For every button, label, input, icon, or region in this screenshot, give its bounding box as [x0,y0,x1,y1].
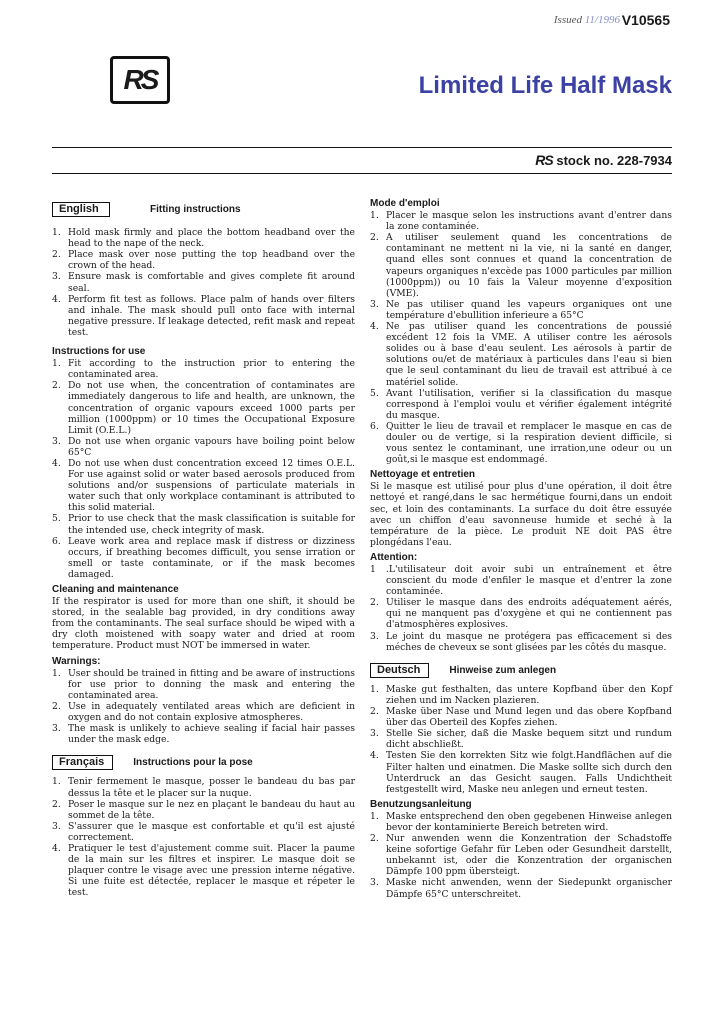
english-fitting-list [52,227,355,338]
english-clean-title: Cleaning and maintenance [52,584,179,595]
issued-line [554,14,620,26]
francais-clean-title: Nettoyage et entretien [370,469,476,481]
list-item: 4. Perform fit test as follows. Place palm of hands over filters and inhale. The mask should pull onto face with internal negative pressure. If leakage detected, refit mask and repeat test. [52,293,355,338]
list-item: 6. Quitter le lieu de travail et remplacer le masque en cas de douler ou de vertige, si la respiration devient difficile, si vous sentez le contaminant, une irration,une odeur ou un goût,si le masque est endommagé. [370,420,672,466]
rs-logo [110,56,170,104]
list-item: 3. Ne pas utiliser quand les vapeurs organiques ont une température d'ebullition inferieure a 65°C [370,298,672,321]
francais-mode-title: Mode d'emploi [370,198,440,209]
list-item: 3. S'assurer que le masque est confortable et qu'il est ajusté correctement. [52,820,355,843]
list-item: 1. Fit according to the instruction prior to entering the contaminated area. [52,358,355,381]
english-fitting-title: Fitting instructions [150,204,241,215]
list-item: 3. Do not use when organic vapours have boiling point below 65°C [52,435,355,458]
lang-label-english: English [52,202,110,217]
rs-logo-text: RS [123,64,157,95]
issued-label: Issued [553,14,582,26]
francais-clean-text: Si le masque est utilisé pour plus d'une opération, il doit être nettoyé et rangé,dans le sac hermétique fourni,dans un endoit sec, et loin des contaminants. La surface du doit être essuyée avec un chiffon d'eau savonneuse humide et seché à la température de la pièce. Le produit NE doit PAS être plongédans l'eau. [370,481,672,548]
english-warnings-list [52,668,355,746]
list-item: 2. Poser le masque sur le nez en plaçant le bandeau du haut au sommet de la tête. [52,798,355,821]
list-item: 1. User should be trained in fitting and be aware of instructions for use prior to donning the mask and entering the contaminated area. [52,667,355,701]
list-item: 1. Tenir fermement le masque, posser le bandeau du bas par dessus la tête et le placer sur la nuque. [52,776,355,799]
list-item: 1. Maske entsprechend den oben gegebenen Hinweise anlegen bevor der kontaminierte Bereich betreten wird. [370,810,672,833]
list-item: 2. Utiliser le masque dans des endroits adéquatement aérés, qui ne manquent pas d'oxygène et qui ne contiennent pas d'atmosphères explosives. [370,597,672,631]
list-item: 1. Hold mask firmly and place the bottom headband over the head to the nape of the neck. [52,227,355,250]
list-item: 2. Maske über Nase und Mund legen und das obere Kopfband über das Oberteil des Kopfes ziehen. [370,706,672,729]
stock-label: stock no. 228-7934 [556,153,672,168]
list-item: 2. A utiliser seulement quand les concentrations de contaminant ne mettent ni la vie, ni la santé en danger, quand elles sont connues et quand la concentration de vapeurs organiques n'excède pas 1000 particules par million (1000ppm)) ou 10 fais la Valeur moyenne d'exposition (VME). [370,232,672,299]
list-item: 1. Placer le masque selon les instructions avant d'entrer dans la zone contaminée. [370,210,672,233]
list-item: 4. Ne pas utiliser quand les concentrations de poussié excédent 12 fois la VME. A utiliser contre les aérosols solides ou à base d'eau seulent. Les aérosols à partir de solutions ou/et de matériaux à particules dans l'eau si bien que le seul contaminant du lieu de travail est attribué à ce matériel solide. [370,321,672,388]
left-column [52,202,355,898]
list-item: 2. Place mask over nose putting the top headband over the crown of the head. [52,249,355,272]
list-item: 5. Avant l'utilisation, verifier si la classification du masque correspond à l'emploi voulu et vérifier également intégrité du masque. [370,387,672,421]
deutsch-fitting-title: Hinweise zum anlegen [449,664,557,676]
deutsch-use-list [370,811,672,900]
list-item: 4. Pratiquer le test d'ajustement comme suit. Placer la paume de la main sur les filtres et inspirer. Le masque doit se plaquer contre le visage avec une pression interne négative. Si une fuite est détectée, replacer le masque et répeter le test. [52,842,355,899]
english-use-list [52,358,355,580]
deutsch-use-title: Benutzungsanleitung [370,798,472,810]
english-use-title: Instructions for use [52,346,146,358]
issued-date: 11/1996 [584,14,620,26]
english-warnings-title: Warnings: [52,655,101,667]
francais-mode-list [370,210,672,465]
francais-attention-list [370,564,672,653]
list-item: 3. Stelle Sie sicher, daß die Maske bequem sitzt und rundum dicht abschließt. [370,728,672,751]
list-item: 2. Use in adequately ventilated areas which are deficient in oxygen and do not contain explosive atmospheres. [52,700,355,724]
francais-fitting-title: Instructions pour la pose [133,757,253,769]
list-item: 3. The mask is unlikely to achieve sealing if facial hair passes under the mask edge. [52,723,355,746]
francais-header [52,755,355,770]
header-divider [52,147,672,148]
list-item: 3. Maske nicht anwenden, wenn der Siedepunkt organischer Dämpfe 65°C unterschreitet. [370,877,672,900]
english-clean-text: If the respirator is used for more than one shift, it should be stored, in the sealable bag provided, in dry conditions away from the contaminants. The seal surface should be wiped with a dry cloth moistened with soapy water and dried at room temperature. Product must NOT be immersed in water. [52,596,355,652]
document-code: V10565 [621,12,670,28]
page-title: Limited Life Half Mask [418,72,672,99]
francais-fitting-list [52,776,355,898]
francais-attention-title: Attention: [370,551,418,563]
list-item: 3. Le joint du masque ne protégera pas efficacement si des méches de cheveux se sont glisées par les côtés du masque. [370,630,672,653]
list-item: 5. Prior to use check that the mask classification is suitable for the intended use, check integrity of mask. [52,513,355,536]
deutsch-fitting-list [370,684,672,795]
lang-label-deutsch: Deutsch [370,663,429,678]
list-item: 3. Ensure mask is comfortable and gives complete fit around seal. [52,271,355,294]
lang-label-francais: Français [52,755,113,770]
list-item: 4. Do not use when dust concentration exceed 12 times O.E.L. For use against solid or water based aerosols produced from solutions and/or suspensions of particulate materials in water such that only workplace contaminant is attributed to this solid material. [52,457,355,514]
stock-prefix: RS [535,152,553,168]
list-item: 4. Testen Sie den korrekten Sitz wie folgt.Handflächen auf die Filter halten und einatmen. Die Maske sollte sich durch den Unterdruck an das Gesicht saugen. Falls Undichtheit festgestellt wird, Maske neu anlegen und erneut testen. [370,750,672,795]
list-item: 1. Maske gut festhalten, das untere Kopfband über den Kopf ziehen und im Nacken plazieren. [370,683,672,706]
list-item: 2. Nur anwenden wenn die Konzentration der Schadstoffe keine sofortige Gefahr für Leben oder Gesundheit darstellt, unbekannt ist, oder die Konzentration der organischen Dämpfe 100 ppm übersteigt. [370,833,672,878]
right-column [370,198,672,900]
stock-number [535,152,672,168]
english-header [52,202,355,217]
stock-divider [52,173,672,174]
deutsch-header [370,663,672,678]
list-item: 6. Leave work area and replace mask if distress or dizziness occurs, if breathing becomes difficult, you sense irration or smell or taste contaminate, or if the mask becomes damaged. [52,535,355,580]
list-item: 2. Do not use when, the concentration of contaminates are immediately dangerous to life and health, are unknown, the concentration of organic vapours exceed 1000 parts per million (1000ppm) or 10 times the Occupational Exposure Limit (O.E.L.) [52,380,355,436]
list-item: 1 .L'utilisateur doit avoir subi un entraînement et être conscient du mode d'enfiler le masque et d'entrer la zone contaminée. [370,564,672,598]
